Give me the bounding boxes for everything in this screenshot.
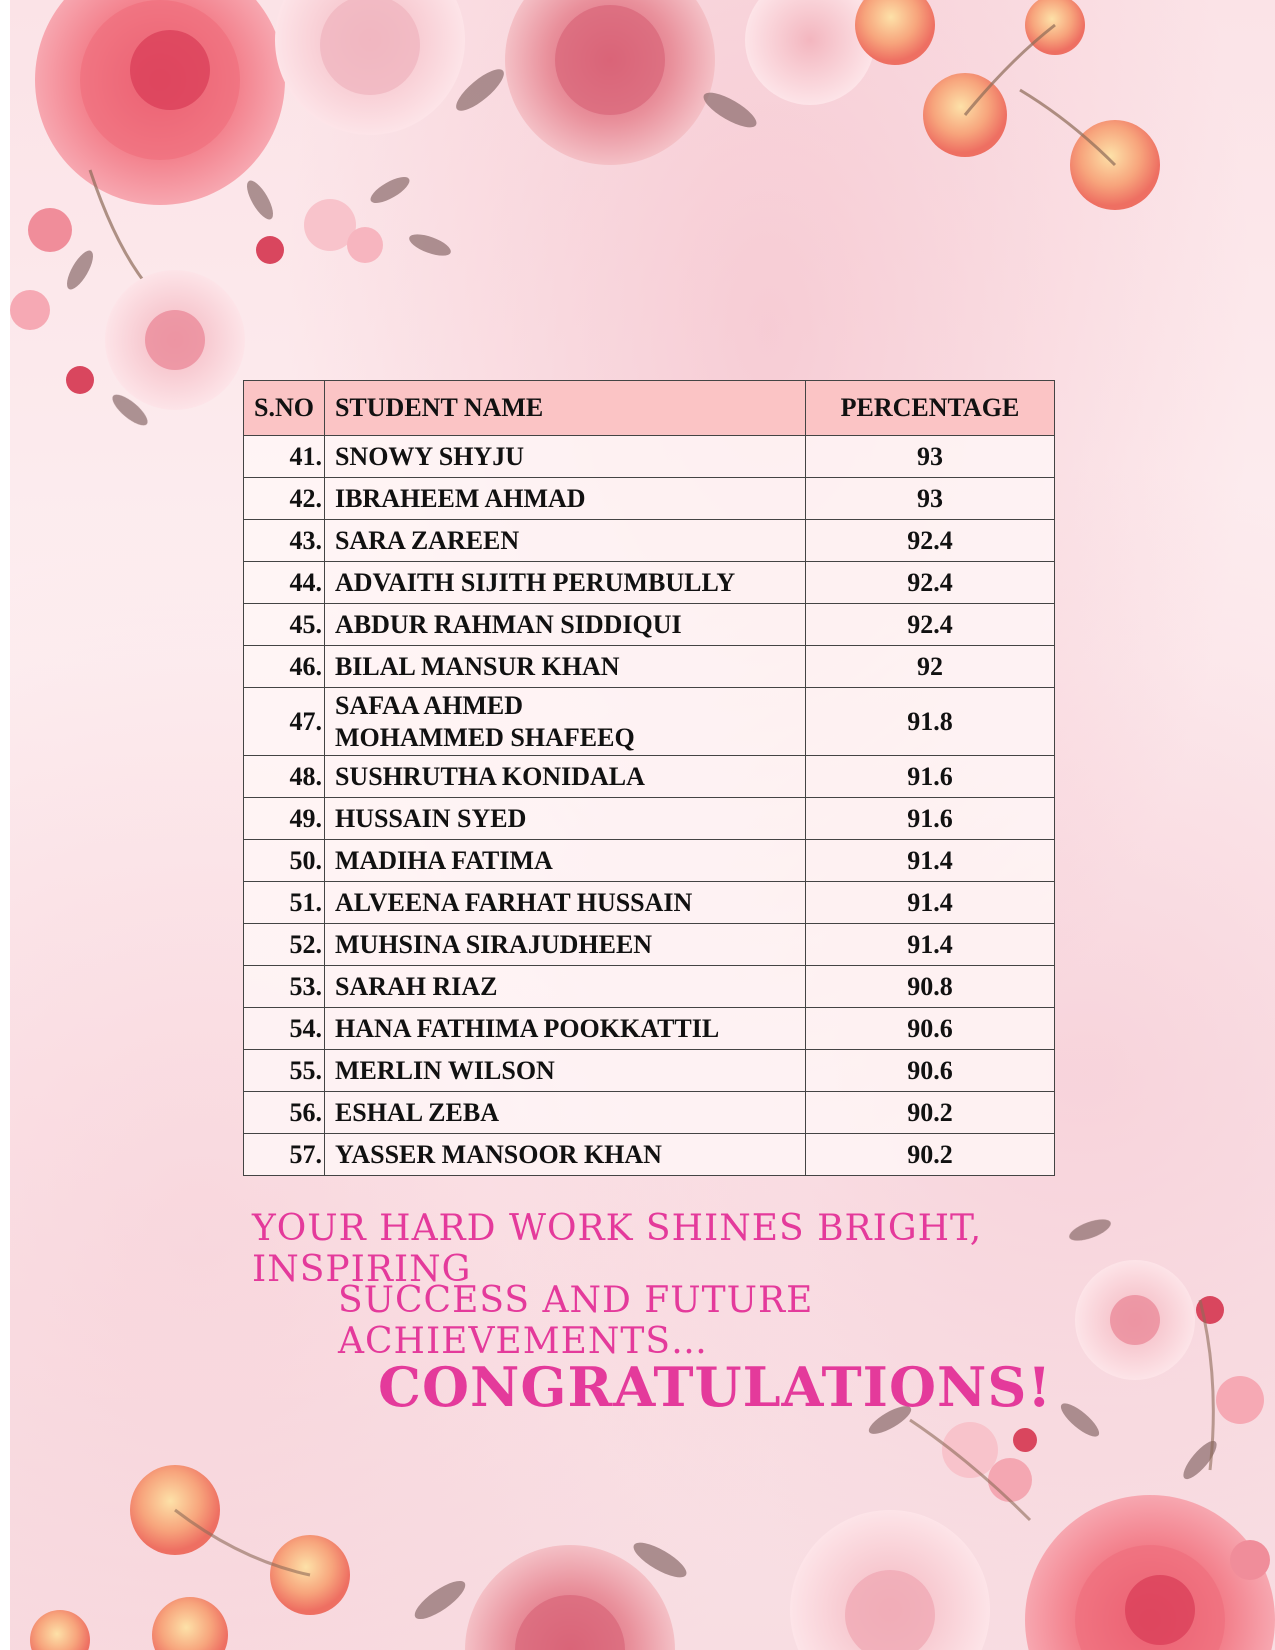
student-name-line: HANA FATHIMA POOKKATTIL xyxy=(334,1013,720,1043)
row-percentage: 90.6 xyxy=(805,1050,1054,1092)
row-sno: 53. xyxy=(244,966,325,1008)
row-sno: 46. xyxy=(244,646,325,688)
results-table xyxy=(243,380,1055,1176)
table-row xyxy=(244,478,1055,520)
row-student-name xyxy=(324,798,805,840)
row-percentage: 93 xyxy=(805,436,1054,478)
row-sno: 42. xyxy=(244,478,325,520)
student-name-line: BILAL MANSUR KHAN xyxy=(334,651,620,681)
row-student-name xyxy=(324,1008,805,1050)
table-row xyxy=(244,688,1055,756)
row-student-name xyxy=(324,688,805,756)
row-student-name xyxy=(324,756,805,798)
row-sno: 52. xyxy=(244,924,325,966)
table-row xyxy=(244,924,1055,966)
table-row xyxy=(244,840,1055,882)
row-percentage: 91.4 xyxy=(805,840,1054,882)
row-student-name xyxy=(324,1050,805,1092)
student-name-line: SUSHRUTHA KONIDALA xyxy=(334,761,645,791)
row-student-name xyxy=(324,840,805,882)
header-student-name: STUDENT NAME xyxy=(324,381,805,436)
header-percentage: PERCENTAGE xyxy=(805,381,1054,436)
table-row xyxy=(244,436,1055,478)
row-student-name xyxy=(324,1134,805,1176)
row-percentage: 93 xyxy=(805,478,1054,520)
rosebud-icon xyxy=(30,1465,350,1650)
table-header-row xyxy=(244,381,1055,436)
table-row xyxy=(244,646,1055,688)
row-sno: 57. xyxy=(244,1134,325,1176)
table-row xyxy=(244,882,1055,924)
student-name-line: MOHAMMED SHAFEEQ xyxy=(334,722,635,752)
row-percentage: 91.4 xyxy=(805,882,1054,924)
table-row xyxy=(244,1008,1055,1050)
student-name-line: IBRAHEEM AHMAD xyxy=(334,483,586,513)
student-name-line: HUSSAIN SYED xyxy=(334,803,527,833)
row-student-name xyxy=(324,604,805,646)
row-sno: 48. xyxy=(244,756,325,798)
table-row xyxy=(244,1092,1055,1134)
rose-flower-icon xyxy=(465,1510,990,1650)
row-sno: 43. xyxy=(244,520,325,562)
row-sno: 54. xyxy=(244,1008,325,1050)
row-student-name xyxy=(324,966,805,1008)
table-row xyxy=(244,966,1055,1008)
row-percentage: 90.2 xyxy=(805,1092,1054,1134)
table-row xyxy=(244,756,1055,798)
table-row xyxy=(244,520,1055,562)
row-sno: 55. xyxy=(244,1050,325,1092)
student-name-line: ALVEENA FARHAT HUSSAIN xyxy=(334,887,693,917)
row-sno: 56. xyxy=(244,1092,325,1134)
page xyxy=(10,0,1275,1650)
row-student-name xyxy=(324,520,805,562)
row-percentage: 90.6 xyxy=(805,1008,1054,1050)
row-percentage: 92.4 xyxy=(805,604,1054,646)
table-row xyxy=(244,798,1055,840)
row-sno: 44. xyxy=(244,562,325,604)
row-student-name xyxy=(324,562,805,604)
row-sno: 51. xyxy=(244,882,325,924)
student-name-line: MUHSINA SIRAJUDHEEN xyxy=(334,929,653,959)
table-row xyxy=(244,562,1055,604)
student-name-line: SARAH RIAZ xyxy=(334,971,498,1001)
row-student-name xyxy=(324,646,805,688)
row-percentage: 92.4 xyxy=(805,520,1054,562)
table-body xyxy=(244,436,1055,1176)
student-name-line: MADIHA FATIMA xyxy=(334,845,553,875)
row-sno: 49. xyxy=(244,798,325,840)
table-row xyxy=(244,604,1055,646)
row-student-name xyxy=(324,1092,805,1134)
header-sno: S.NO xyxy=(244,381,325,436)
row-percentage: 92.4 xyxy=(805,562,1054,604)
student-name-line: ABDUR RAHMAN SIDDIQUI xyxy=(334,609,682,639)
table-row xyxy=(244,1050,1055,1092)
row-sno: 50. xyxy=(244,840,325,882)
row-percentage: 91.4 xyxy=(805,924,1054,966)
student-name-line: YASSER MANSOOR KHAN xyxy=(334,1139,662,1169)
student-name-line: ESHAL ZEBA xyxy=(334,1097,499,1127)
row-percentage: 92 xyxy=(805,646,1054,688)
row-student-name xyxy=(324,882,805,924)
table-row xyxy=(244,1134,1055,1176)
row-student-name xyxy=(324,924,805,966)
row-percentage: 91.6 xyxy=(805,756,1054,798)
row-percentage: 91.6 xyxy=(805,798,1054,840)
student-name-line: SNOWY SHYJU xyxy=(334,441,524,471)
row-percentage: 91.8 xyxy=(805,688,1054,756)
student-name-line: ADVAITH SIJITH PERUMBULLY xyxy=(334,567,736,597)
row-student-name xyxy=(324,436,805,478)
student-name-line: SARA ZAREEN xyxy=(334,525,520,555)
student-name-line: MERLIN WILSON xyxy=(334,1055,555,1085)
row-sno: 41. xyxy=(244,436,325,478)
row-student-name xyxy=(324,478,805,520)
row-sno: 45. xyxy=(244,604,325,646)
message-line-1: YOUR HARD WORK SHINES BRIGHT, INSPIRING xyxy=(252,1208,983,1290)
student-name-line: SAFAA AHMED xyxy=(334,690,523,720)
row-sno: 47. xyxy=(244,688,325,756)
row-percentage: 90.2 xyxy=(805,1134,1054,1176)
row-percentage: 90.8 xyxy=(805,966,1054,1008)
message-line-2: SUCCESS AND FUTURE ACHIEVEMENTS… xyxy=(338,1280,814,1362)
congratulations-heading: CONGRATULATIONS! xyxy=(378,1355,1053,1419)
